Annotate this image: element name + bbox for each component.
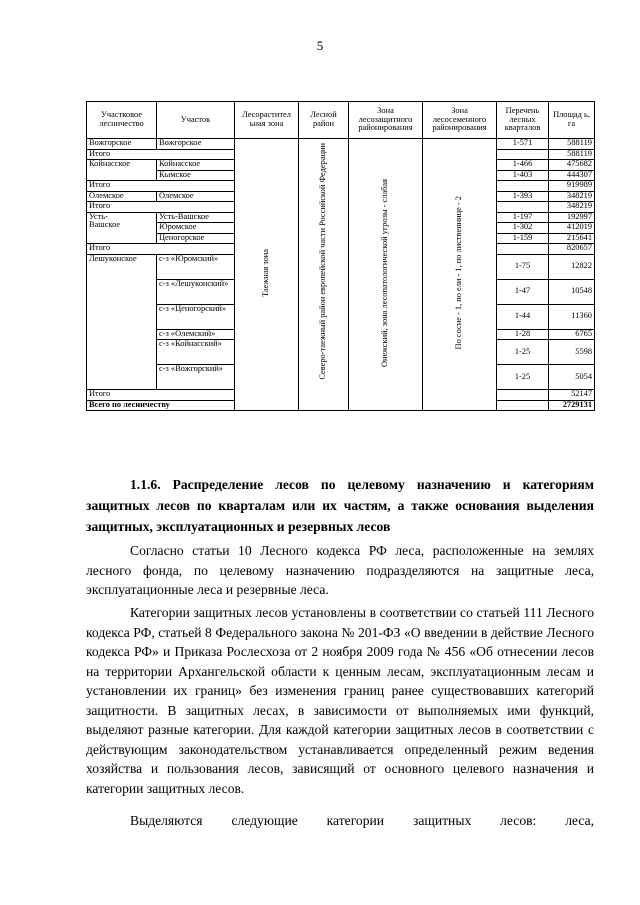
quarters-cell: 1-28: [497, 329, 549, 340]
district-cell: Вожгорское: [87, 139, 157, 150]
district-cell: Усть- Вашское: [87, 212, 157, 244]
forest-zone-cell: Таежная зона: [235, 139, 299, 411]
table-header-row: [87, 102, 595, 139]
forest-distribution-table: [86, 101, 595, 411]
plot-cell: с-з «Юромский»: [157, 254, 235, 279]
quarters-cell: [497, 202, 549, 213]
protection-zone-cell: Онежский, зона лесопатологической угрозы - слабая: [349, 139, 423, 411]
quarters-cell: 1-197: [497, 212, 549, 223]
district-cell: Итого: [87, 390, 235, 401]
header-cell: Участковое лесничество: [87, 102, 157, 139]
quarters-cell: [497, 400, 549, 411]
area-cell: 12822: [549, 254, 595, 279]
quarters-cell: [497, 149, 549, 160]
seed-zone-cell: По сосне - 1, по ели - 1, по лиственнице - 2: [423, 139, 497, 411]
quarters-cell: 1-159: [497, 233, 549, 244]
quarters-cell: 1-393: [497, 191, 549, 202]
quarters-cell: 1-47: [497, 279, 549, 304]
area-cell: 588119: [549, 149, 595, 160]
plot-cell: Койнасское: [157, 160, 235, 171]
plot-cell: Юромское: [157, 223, 235, 234]
area-cell: 5054: [549, 365, 595, 390]
district-cell: Олемское: [87, 191, 157, 202]
area-cell: 192997: [549, 212, 595, 223]
quarters-cell: [497, 390, 549, 401]
paragraph: Согласно статьи 10 Лесного кодекса РФ леса, расположенные на землях лесного фонда, по целевому назначению подразделяются на защитные леса, эксплуатационные леса и резервные леса.: [86, 543, 594, 597]
area-cell: 11360: [549, 304, 595, 329]
district-cell: Итого: [87, 149, 235, 160]
quarters-cell: 1-44: [497, 304, 549, 329]
quarters-cell: [497, 244, 549, 255]
header-cell: Участок: [157, 102, 235, 139]
plot-cell: Кымское: [157, 170, 235, 181]
district-cell: Лешуконское: [87, 254, 157, 390]
quarters-cell: 1-25: [497, 365, 549, 390]
total-label: Всего по лесничеству: [87, 400, 235, 411]
quarters-cell: 1-75: [497, 254, 549, 279]
area-cell: 588119: [549, 139, 595, 150]
total-area: 2729131: [549, 400, 595, 411]
quarters-cell: 1-302: [497, 223, 549, 234]
area-cell: 475682: [549, 160, 595, 171]
plot-cell: Олемское: [157, 191, 235, 202]
paragraph: Категории защитных лесов установлены в соответствии со статьей 111 Лесного кодекса РФ, статьей 8 Федерального закона № 201-ФЗ «О введении в действие Лесного кодекса РФ» и Приказа Рослесхоза от 2 ноября 2009 года № 456 «Об отнесении лесов на территории Архангельской области к ценным лесам, эксплуатационным лесам и установлении их границ» без изменения границ ранее существовавших категорий защитности. В защитных лесах, в зависимости от выполняемых ими функций, выделяют разные категории. Для каждой категории защитных лесов в соответствии с действующим законодательством устанавливается определенный режим ведения хозяйства и пользования лесов, зависящий от основного целевого назначения и категории защитных лесов.: [86, 605, 594, 796]
plot-cell: с-з «Вожгорский»: [157, 365, 235, 390]
area-cell: 348219: [549, 202, 595, 213]
plot-cell: с-з «Олемский»: [157, 329, 235, 340]
plot-cell: Ценогорское: [157, 233, 235, 244]
header-cell: Зона лесосеменного районирования: [423, 102, 497, 139]
area-cell: 5598: [549, 340, 595, 365]
quarters-cell: 1-403: [497, 170, 549, 181]
plot-cell: с-з «Лешуконский»: [157, 279, 235, 304]
quarters-cell: 1-466: [497, 160, 549, 171]
section-heading: 1.1.6. Распределение лесов по целевому назначению и категориям защитных лесов по кварталам или их частям, а также основания выделения защитных, эксплуатационных и резервных лесов: [86, 477, 594, 534]
area-cell: 215641: [549, 233, 595, 244]
forest-region-cell: Северо-таежный район европейской части Российской Федерации: [299, 139, 349, 411]
quarters-cell: 1-25: [497, 340, 549, 365]
area-cell: 919989: [549, 181, 595, 192]
header-cell: Перечень лесных кварталов: [497, 102, 549, 139]
area-cell: 6765: [549, 329, 595, 340]
page-number: 5: [316, 38, 324, 53]
quarters-cell: 1-571: [497, 139, 549, 150]
quarters-cell: [497, 181, 549, 192]
header-cell: Площад ь, га: [549, 102, 595, 139]
district-cell: Итого: [87, 202, 235, 213]
area-cell: 444307: [549, 170, 595, 181]
header-cell: Лесорастител ьная зона: [235, 102, 299, 139]
plot-cell: Вожгорское: [157, 139, 235, 150]
area-cell: 412019: [549, 223, 595, 234]
area-cell: 52147: [549, 390, 595, 401]
area-cell: 10548: [549, 279, 595, 304]
header-cell: Зона лесозащитного районирования: [349, 102, 423, 139]
area-cell: 820657: [549, 244, 595, 255]
plot-cell: с-з «Койнасский»: [157, 340, 235, 365]
district-cell: Койнасское: [87, 160, 157, 181]
plot-cell: с-з «Ценогорский»: [157, 304, 235, 329]
district-cell: Итого: [87, 244, 235, 255]
area-cell: 348219: [549, 191, 595, 202]
header-cell: Лесной район: [299, 102, 349, 139]
plot-cell: Усть-Вашское: [157, 212, 235, 223]
table-row: [87, 139, 595, 150]
district-cell: Итого: [87, 181, 235, 192]
paragraph: Выделяются следующие категории защитных лесов: леса,: [130, 813, 594, 828]
